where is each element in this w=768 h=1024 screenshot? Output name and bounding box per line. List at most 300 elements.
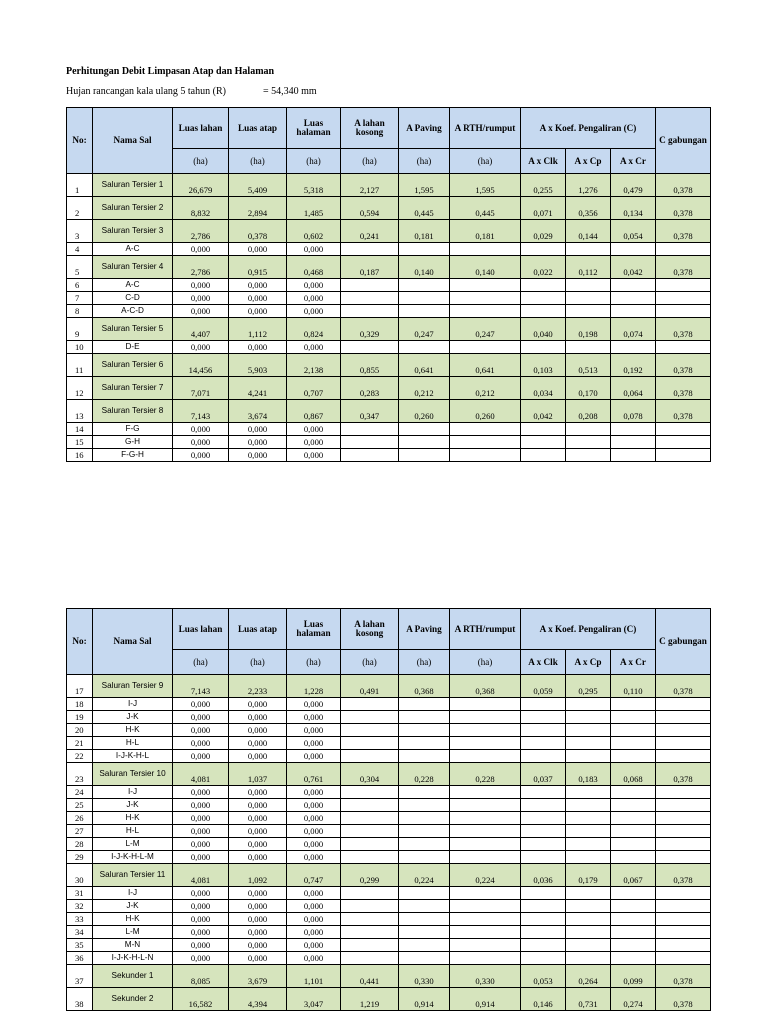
cell-luas-halaman: 0,000 — [287, 799, 341, 812]
cell-a-lahan-kosong — [341, 279, 399, 292]
cell-a-rth — [450, 900, 521, 913]
cell-c-gabungan — [656, 698, 711, 711]
cell-a-lahan-kosong — [341, 292, 399, 305]
cell-a-paving — [399, 825, 450, 838]
row-number: 27 — [67, 825, 93, 838]
cell-a-cp — [566, 939, 611, 952]
channel-name: L-M — [93, 926, 173, 939]
cell-a-cr: 0,099 — [611, 965, 656, 988]
header-a-lahan-kosong: A lahan kosong — [341, 108, 399, 149]
cell-luas-atap: 0,000 — [229, 952, 287, 965]
cell-a-cp: 1,276 — [566, 174, 611, 197]
cell-luas-halaman: 0,824 — [287, 318, 341, 341]
cell-a-rth — [450, 786, 521, 799]
cell-c-gabungan — [656, 926, 711, 939]
header-c-gabungan: C gabungan — [656, 108, 711, 174]
table-row — [67, 851, 711, 864]
cell-a-lahan-kosong — [341, 698, 399, 711]
header-no: No: — [67, 108, 93, 174]
cell-a-rth — [450, 799, 521, 812]
cell-a-clk — [521, 939, 566, 952]
header-no: No: — [67, 609, 93, 675]
cell-luas-halaman: 0,000 — [287, 711, 341, 724]
unit-ha: (ha) — [173, 149, 229, 174]
cell-c-gabungan — [656, 423, 711, 436]
cell-a-lahan-kosong — [341, 851, 399, 864]
cell-luas-atap: 0,000 — [229, 812, 287, 825]
header-a-cr: A x Cr — [611, 149, 656, 174]
row-number: 4 — [67, 243, 93, 256]
cell-luas-halaman: 1,228 — [287, 675, 341, 698]
channel-name: Saluran Tersier 11 — [93, 864, 173, 887]
cell-luas-atap: 0,000 — [229, 786, 287, 799]
row-number: 5 — [67, 256, 93, 279]
channel-name: G-H — [93, 436, 173, 449]
cell-a-clk — [521, 786, 566, 799]
cell-a-rth — [450, 737, 521, 750]
cell-a-clk — [521, 724, 566, 737]
header-a-paving: A Paving — [399, 108, 450, 149]
cell-a-clk — [521, 423, 566, 436]
header-a-cp: A x Cp — [566, 650, 611, 675]
cell-luas-lahan: 8,832 — [173, 197, 229, 220]
table-row — [67, 197, 711, 220]
cell-luas-lahan: 0,000 — [173, 724, 229, 737]
cell-a-lahan-kosong — [341, 436, 399, 449]
cell-a-cr: 0,067 — [611, 864, 656, 887]
cell-a-clk: 0,146 — [521, 988, 566, 1011]
cell-luas-lahan: 0,000 — [173, 952, 229, 965]
cell-a-paving: 1,595 — [399, 174, 450, 197]
cell-luas-atap: 3,674 — [229, 400, 287, 423]
cell-a-lahan-kosong — [341, 900, 399, 913]
cell-c-gabungan — [656, 305, 711, 318]
cell-a-clk: 0,022 — [521, 256, 566, 279]
row-number: 1 — [67, 174, 93, 197]
cell-luas-atap: 3,679 — [229, 965, 287, 988]
cell-a-cr — [611, 698, 656, 711]
cell-a-lahan-kosong — [341, 750, 399, 763]
cell-luas-atap: 0,000 — [229, 913, 287, 926]
channel-name: I-J-K-H-L — [93, 750, 173, 763]
table-row — [67, 423, 711, 436]
cell-c-gabungan — [656, 851, 711, 864]
cell-a-cp: 0,179 — [566, 864, 611, 887]
header-c-gabungan: C gabungan — [656, 609, 711, 675]
cell-a-rth: 0,368 — [450, 675, 521, 698]
cell-luas-halaman: 2,138 — [287, 354, 341, 377]
cell-a-clk — [521, 838, 566, 851]
cell-luas-lahan: 7,143 — [173, 400, 229, 423]
cell-a-clk — [521, 913, 566, 926]
cell-c-gabungan — [656, 913, 711, 926]
cell-luas-atap: 0,000 — [229, 939, 287, 952]
cell-a-clk — [521, 737, 566, 750]
row-number: 16 — [67, 449, 93, 462]
cell-a-paving — [399, 243, 450, 256]
cell-a-lahan-kosong — [341, 786, 399, 799]
cell-c-gabungan — [656, 279, 711, 292]
cell-a-rth — [450, 243, 521, 256]
rainfall-note — [66, 86, 317, 97]
cell-a-clk — [521, 698, 566, 711]
cell-a-paving: 0,368 — [399, 675, 450, 698]
cell-a-cr — [611, 279, 656, 292]
cell-luas-lahan: 0,000 — [173, 305, 229, 318]
cell-a-rth — [450, 812, 521, 825]
cell-a-cp: 0,183 — [566, 763, 611, 786]
cell-a-cr — [611, 913, 656, 926]
cell-luas-halaman: 0,000 — [287, 737, 341, 750]
channel-name: Saluran Tersier 5 — [93, 318, 173, 341]
unit-ha: (ha) — [399, 650, 450, 675]
cell-luas-lahan: 26,679 — [173, 174, 229, 197]
cell-a-cp: 0,513 — [566, 354, 611, 377]
row-number: 12 — [67, 377, 93, 400]
cell-a-lahan-kosong: 0,304 — [341, 763, 399, 786]
cell-a-cp: 0,356 — [566, 197, 611, 220]
cell-luas-atap: 0,000 — [229, 900, 287, 913]
cell-a-rth — [450, 423, 521, 436]
table-row — [67, 724, 711, 737]
cell-a-clk: 0,071 — [521, 197, 566, 220]
table-row — [67, 838, 711, 851]
cell-a-rth: 0,641 — [450, 354, 521, 377]
cell-a-paving — [399, 292, 450, 305]
cell-a-rth: 0,140 — [450, 256, 521, 279]
table-row — [67, 436, 711, 449]
cell-a-cp: 0,170 — [566, 377, 611, 400]
rainfall-label: Hujan rancangan kala ulang 5 tahun (R) — [66, 86, 226, 97]
cell-luas-lahan: 2,786 — [173, 256, 229, 279]
cell-luas-halaman: 0,000 — [287, 900, 341, 913]
cell-luas-atap: 0,000 — [229, 305, 287, 318]
row-number: 37 — [67, 965, 93, 988]
table-row — [67, 449, 711, 462]
cell-luas-halaman: 0,000 — [287, 926, 341, 939]
table-row — [67, 354, 711, 377]
cell-a-lahan-kosong: 0,441 — [341, 965, 399, 988]
cell-a-cr — [611, 900, 656, 913]
cell-luas-lahan: 0,000 — [173, 838, 229, 851]
cell-a-rth: 0,224 — [450, 864, 521, 887]
cell-a-cp: 0,295 — [566, 675, 611, 698]
table-row — [67, 377, 711, 400]
cell-luas-atap: 0,000 — [229, 724, 287, 737]
cell-a-lahan-kosong — [341, 341, 399, 354]
cell-luas-halaman: 0,000 — [287, 887, 341, 900]
cell-a-cp: 0,264 — [566, 965, 611, 988]
header-koef-group: A x Koef. Pengaliran (C) — [521, 108, 656, 149]
cell-luas-lahan: 4,407 — [173, 318, 229, 341]
cell-a-rth — [450, 952, 521, 965]
cell-luas-halaman: 0,000 — [287, 851, 341, 864]
cell-c-gabungan: 0,378 — [656, 318, 711, 341]
cell-a-cr: 0,042 — [611, 256, 656, 279]
cell-a-cr — [611, 887, 656, 900]
cell-c-gabungan: 0,378 — [656, 864, 711, 887]
cell-a-lahan-kosong — [341, 913, 399, 926]
cell-luas-lahan: 0,000 — [173, 341, 229, 354]
cell-a-cr — [611, 423, 656, 436]
cell-luas-lahan: 0,000 — [173, 279, 229, 292]
cell-a-paving — [399, 851, 450, 864]
table-row — [67, 939, 711, 952]
cell-luas-atap: 0,000 — [229, 341, 287, 354]
cell-a-cp — [566, 711, 611, 724]
cell-a-paving — [399, 279, 450, 292]
row-number: 15 — [67, 436, 93, 449]
row-number: 35 — [67, 939, 93, 952]
cell-luas-halaman: 0,867 — [287, 400, 341, 423]
cell-a-paving — [399, 939, 450, 952]
row-number: 10 — [67, 341, 93, 354]
table-row — [67, 698, 711, 711]
cell-a-cr — [611, 305, 656, 318]
cell-c-gabungan: 0,378 — [656, 400, 711, 423]
table-row — [67, 763, 711, 786]
cell-luas-atap: 0,000 — [229, 750, 287, 763]
cell-luas-atap: 1,112 — [229, 318, 287, 341]
table-row — [67, 988, 711, 1011]
channel-name: Saluran Tersier 7 — [93, 377, 173, 400]
rainfall-value: = 54,340 mm — [263, 86, 317, 97]
table-row — [67, 256, 711, 279]
cell-a-cr: 0,274 — [611, 988, 656, 1011]
cell-a-cp: 0,144 — [566, 220, 611, 243]
cell-a-cr: 0,064 — [611, 377, 656, 400]
row-number: 7 — [67, 292, 93, 305]
cell-a-cp — [566, 436, 611, 449]
cell-a-lahan-kosong: 0,329 — [341, 318, 399, 341]
row-number: 19 — [67, 711, 93, 724]
header-a-rth: A RTH/rumput — [450, 609, 521, 650]
cell-a-paving — [399, 913, 450, 926]
channel-name: F-G-H — [93, 449, 173, 462]
channel-name: Saluran Tersier 6 — [93, 354, 173, 377]
cell-a-lahan-kosong — [341, 939, 399, 952]
cell-a-cp — [566, 926, 611, 939]
unit-ha: (ha) — [287, 650, 341, 675]
cell-a-cp — [566, 423, 611, 436]
cell-luas-atap: 2,894 — [229, 197, 287, 220]
cell-a-cp — [566, 825, 611, 838]
cell-a-paving — [399, 737, 450, 750]
cell-luas-halaman: 0,000 — [287, 750, 341, 763]
cell-luas-halaman: 0,761 — [287, 763, 341, 786]
cell-luas-halaman: 0,468 — [287, 256, 341, 279]
row-number: 34 — [67, 926, 93, 939]
channel-name: C-D — [93, 292, 173, 305]
table-row — [67, 913, 711, 926]
cell-a-cr — [611, 812, 656, 825]
table-row — [67, 812, 711, 825]
table-row — [67, 799, 711, 812]
cell-a-cr — [611, 292, 656, 305]
cell-luas-atap: 0,000 — [229, 243, 287, 256]
cell-a-lahan-kosong: 0,283 — [341, 377, 399, 400]
cell-a-clk — [521, 279, 566, 292]
cell-luas-lahan: 4,081 — [173, 864, 229, 887]
cell-a-cp — [566, 341, 611, 354]
row-number: 33 — [67, 913, 93, 926]
channel-name: J-K — [93, 711, 173, 724]
cell-a-clk — [521, 292, 566, 305]
header-a-paving: A Paving — [399, 609, 450, 650]
cell-a-paving — [399, 887, 450, 900]
table-row — [67, 220, 711, 243]
cell-c-gabungan — [656, 711, 711, 724]
cell-a-paving — [399, 900, 450, 913]
cell-a-cp — [566, 750, 611, 763]
row-number: 18 — [67, 698, 93, 711]
cell-a-cr — [611, 750, 656, 763]
table-row — [67, 400, 711, 423]
cell-a-rth: 0,330 — [450, 965, 521, 988]
cell-a-rth: 0,247 — [450, 318, 521, 341]
runoff-table-1 — [66, 107, 711, 462]
runoff-table-2 — [66, 608, 711, 1011]
channel-name: J-K — [93, 799, 173, 812]
table-body — [67, 675, 711, 1011]
unit-ha: (ha) — [229, 650, 287, 675]
cell-luas-halaman: 0,000 — [287, 913, 341, 926]
cell-a-cr — [611, 341, 656, 354]
cell-luas-atap: 1,092 — [229, 864, 287, 887]
header-a-lahan-kosong: A lahan kosong — [341, 609, 399, 650]
cell-a-cp — [566, 913, 611, 926]
cell-luas-atap: 2,233 — [229, 675, 287, 698]
cell-c-gabungan — [656, 292, 711, 305]
cell-luas-atap: 0,000 — [229, 423, 287, 436]
cell-a-lahan-kosong: 0,491 — [341, 675, 399, 698]
cell-a-cp — [566, 900, 611, 913]
cell-luas-halaman: 0,000 — [287, 952, 341, 965]
cell-c-gabungan — [656, 724, 711, 737]
cell-luas-atap: 0,000 — [229, 698, 287, 711]
cell-a-paving: 0,260 — [399, 400, 450, 423]
cell-c-gabungan: 0,378 — [656, 965, 711, 988]
cell-a-cr: 0,074 — [611, 318, 656, 341]
cell-a-clk — [521, 812, 566, 825]
cell-c-gabungan — [656, 449, 711, 462]
cell-a-clk — [521, 243, 566, 256]
cell-c-gabungan: 0,378 — [656, 197, 711, 220]
channel-name: Sekunder 1 — [93, 965, 173, 988]
table-row — [67, 926, 711, 939]
cell-a-paving — [399, 812, 450, 825]
cell-a-paving: 0,914 — [399, 988, 450, 1011]
cell-c-gabungan: 0,378 — [656, 256, 711, 279]
row-number: 28 — [67, 838, 93, 851]
cell-a-rth — [450, 887, 521, 900]
cell-a-cr: 0,054 — [611, 220, 656, 243]
cell-a-paving — [399, 698, 450, 711]
cell-luas-atap: 0,378 — [229, 220, 287, 243]
cell-a-cp — [566, 851, 611, 864]
header-luas-halaman: Luas halaman — [287, 108, 341, 149]
row-number: 31 — [67, 887, 93, 900]
row-number: 3 — [67, 220, 93, 243]
cell-a-paving — [399, 952, 450, 965]
cell-luas-atap: 0,000 — [229, 838, 287, 851]
cell-luas-halaman: 0,000 — [287, 812, 341, 825]
channel-name: I-J — [93, 887, 173, 900]
cell-a-paving — [399, 305, 450, 318]
channel-name: Saluran Tersier 9 — [93, 675, 173, 698]
cell-a-lahan-kosong — [341, 926, 399, 939]
cell-luas-halaman: 0,000 — [287, 341, 341, 354]
cell-a-rth — [450, 449, 521, 462]
cell-a-lahan-kosong — [341, 243, 399, 256]
header-a-rth: A RTH/rumput — [450, 108, 521, 149]
cell-a-cp — [566, 292, 611, 305]
cell-a-cr: 0,134 — [611, 197, 656, 220]
page-title: Perhitungan Debit Limpasan Atap dan Halaman — [66, 66, 275, 77]
cell-a-clk — [521, 825, 566, 838]
table-row — [67, 174, 711, 197]
cell-a-cr: 0,110 — [611, 675, 656, 698]
channel-name: Saluran Tersier 2 — [93, 197, 173, 220]
cell-luas-halaman: 0,000 — [287, 279, 341, 292]
unit-ha: (ha) — [229, 149, 287, 174]
cell-a-cr: 0,068 — [611, 763, 656, 786]
header-nama-sal: Nama Sal — [93, 609, 173, 675]
channel-name: H-L — [93, 737, 173, 750]
cell-luas-halaman: 0,000 — [287, 698, 341, 711]
cell-c-gabungan: 0,378 — [656, 174, 711, 197]
cell-a-rth — [450, 724, 521, 737]
cell-a-paving: 0,247 — [399, 318, 450, 341]
cell-luas-halaman: 0,000 — [287, 724, 341, 737]
cell-a-paving — [399, 724, 450, 737]
cell-a-cr — [611, 737, 656, 750]
cell-a-paving — [399, 449, 450, 462]
cell-a-rth — [450, 436, 521, 449]
cell-a-rth — [450, 926, 521, 939]
table-row — [67, 825, 711, 838]
cell-a-lahan-kosong: 0,241 — [341, 220, 399, 243]
cell-luas-atap: 0,000 — [229, 711, 287, 724]
cell-a-paving — [399, 926, 450, 939]
cell-a-paving — [399, 838, 450, 851]
channel-name: H-L — [93, 825, 173, 838]
unit-ha: (ha) — [341, 149, 399, 174]
channel-name: Saluran Tersier 3 — [93, 220, 173, 243]
table-row — [67, 243, 711, 256]
cell-a-cr — [611, 939, 656, 952]
cell-a-lahan-kosong — [341, 952, 399, 965]
cell-a-cp — [566, 838, 611, 851]
cell-a-paving: 0,224 — [399, 864, 450, 887]
cell-a-rth: 0,212 — [450, 377, 521, 400]
cell-a-rth — [450, 292, 521, 305]
cell-luas-halaman: 0,000 — [287, 838, 341, 851]
cell-c-gabungan — [656, 838, 711, 851]
header-luas-atap: Luas atap — [229, 609, 287, 650]
row-number: 9 — [67, 318, 93, 341]
cell-luas-lahan: 0,000 — [173, 737, 229, 750]
table-row — [67, 900, 711, 913]
cell-luas-halaman: 0,000 — [287, 786, 341, 799]
cell-a-lahan-kosong: 0,594 — [341, 197, 399, 220]
cell-luas-halaman: 0,000 — [287, 292, 341, 305]
cell-a-cr — [611, 449, 656, 462]
cell-luas-lahan: 0,000 — [173, 926, 229, 939]
table-row — [67, 711, 711, 724]
cell-a-rth — [450, 341, 521, 354]
cell-luas-halaman: 5,318 — [287, 174, 341, 197]
